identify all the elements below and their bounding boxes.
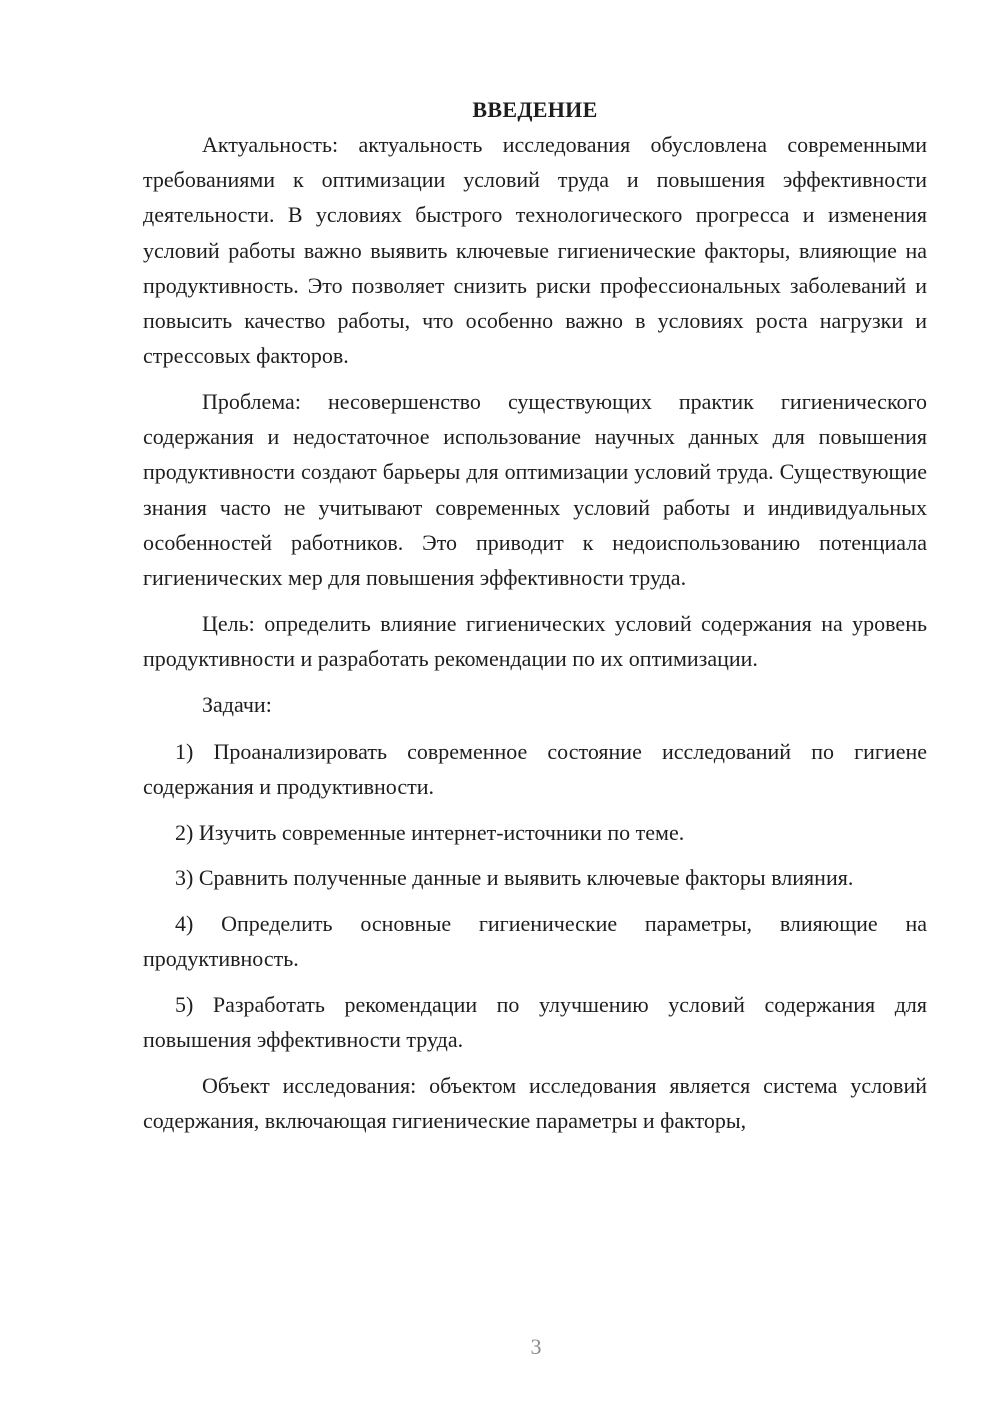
- task-item-4: 4) Определить основные гигиенические параметры, влияющие на продуктивность.: [143, 911, 927, 972]
- document-page: [143, 92, 927, 1138]
- page-number: 3: [530, 1334, 542, 1359]
- task-item-5: 5) Разработать рекомендации по улучшению условий содержания для повышения эффективности труда.: [143, 991, 927, 1053]
- relevance-paragraph: Актуальность: актуальность исследования обусловлена современными требованиями к оптимизации условий труда и повышения эффективности деятельности. В условиях быстрого технологического прогресса и изменения условий работы важно выявить ключевые гигиенические факторы, влияющие на продуктивность. Это позволяет снизить риски профессиональных заболеваний и повысить качество работы, что особенно важно в условиях роста нагрузки и стрессовых факторов.: [143, 132, 927, 369]
- task-item-3: 3) Сравнить полученные данные и выявить ключевые факторы влияния.: [175, 865, 854, 891]
- problem-paragraph: Проблема: несовершенство существующих практик гигиенического содержания и недостаточное использование научных данных для повышения продуктивности создают барьеры для оптимизации условий труда. Существующие знания часто не учитывают современных условий работы и индивидуальных особенностей работников. Это приводит к недоиспользованию потенциала гигиенических мер для повышения эффективности труда.: [143, 388, 927, 590]
- object-paragraph: Объект исследования: объектом исследования является система условий содержания, включающая гигиенические параметры и факторы,: [143, 1072, 927, 1134]
- tasks-label: Задачи:: [202, 691, 272, 717]
- task-item-2: 2) Изучить современные интернет-источники по теме.: [175, 819, 685, 845]
- task-item-1: 1) Проанализировать современное состояние исследований по гигиене содержания и продуктивности.: [143, 738, 927, 799]
- goal-paragraph: Цель: определить влияние гигиенических условий содержания на уровень продуктивности и разработать рекомендации по их оптимизации.: [143, 610, 927, 671]
- section-title: ВВЕДЕНИЕ: [472, 97, 598, 122]
